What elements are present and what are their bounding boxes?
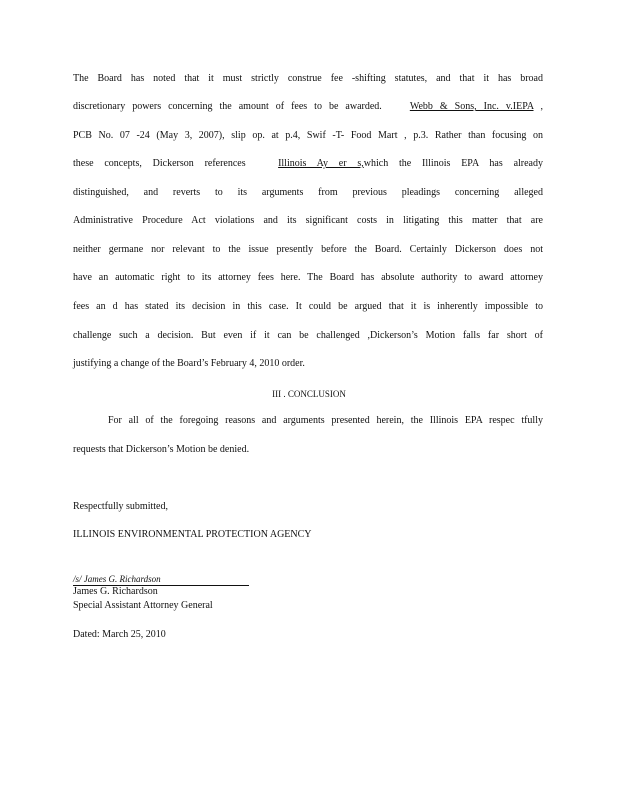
paragraph-line: challenge such a decision. But even if it can be challenged ,Dickerson’s Motion falls far short of [73, 330, 543, 341]
paragraph-line: justifying a change of the Board’s February 4, 2010 order. [73, 358, 305, 369]
signature-line: /s/ James G. Richardson [73, 573, 249, 586]
paragraph-line [73, 158, 543, 170]
paragraph-line: The Board has noted that it must strictly construe fee -shifting statutes, and that it has broad [73, 73, 543, 84]
signer-title: Special Assistant Attorney General [73, 600, 213, 611]
paragraph-line: distinguished, and reverts to its arguments from previous pleadings concerning alleged [73, 187, 543, 198]
section-heading: III . CONCLUSION [272, 389, 346, 399]
paragraph-line: For all of the foregoing reasons and arguments presented herein, the Illinois EPA respec tfully [108, 415, 543, 426]
paragraph-line: Administrative Procedure Act violations and its significant costs in litigating this matter that are [73, 215, 543, 226]
closing-respectfully: Respectfully submitted, [73, 501, 168, 512]
line-text: discretionary powers concerning the amount of fees to be awarded. [73, 101, 382, 112]
line-text: which the Illinois EPA has already [363, 158, 543, 169]
case-citation: Webb & Sons, Inc. v.IEPA [409, 101, 534, 112]
signer-name: James G. Richardson [73, 586, 158, 597]
paragraph-line: have an automatic right to its attorney fees here. The Board has absolute authority to award attorney [73, 272, 543, 283]
date-line: Dated: March 25, 2010 [73, 629, 166, 640]
paragraph-line: PCB No. 07 -24 (May 3, 2007), slip op. at p.4, Swif -T- Food Mart , p.3. Rather than focusing on [73, 130, 543, 141]
case-citation: Illinois Ay er s, [278, 158, 364, 169]
paragraph-line: requests that Dickerson’s Motion be denied. [73, 444, 250, 455]
paragraph-line: fees an d has stated its decision in this case. It could be argued that it is inherently impossible to [73, 301, 543, 312]
paragraph-line: neither germane nor relevant to the issue presently before the Board. Certainly Dickerson does not [73, 244, 543, 255]
line-text: these concepts, Dickerson references [73, 158, 246, 169]
line-text: , [540, 101, 544, 112]
paragraph-line [73, 101, 543, 113]
agency-name: ILLINOIS ENVIRONMENTAL PROTECTION AGENCY [73, 529, 312, 540]
